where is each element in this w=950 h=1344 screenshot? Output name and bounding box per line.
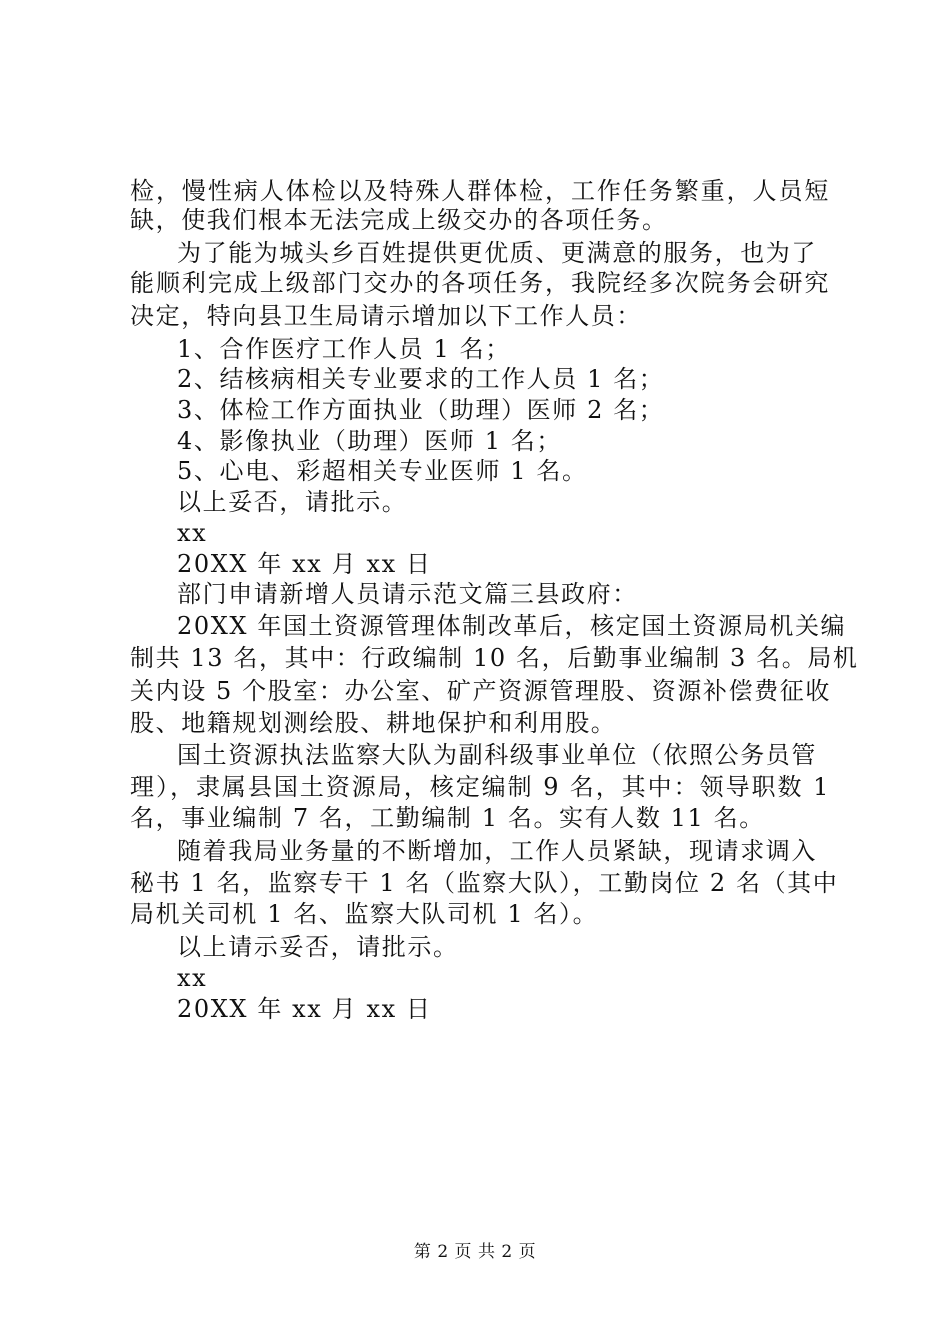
paragraph-line: 为了能为城头乡百姓提供更优质、更满意的服务，也为了 bbox=[177, 239, 817, 267]
body-line: 缺，使我们根本无法完成上级交办的各项任务。 bbox=[130, 206, 668, 234]
closing-line: 以上妥否，请批示。 bbox=[177, 488, 408, 516]
body-line: 关内设 5 个股室：办公室、矿产资源管理股、资源补偿费征收 bbox=[130, 677, 831, 705]
body-line: 决定，特向县卫生局请示增加以下工作人员： bbox=[130, 302, 642, 330]
body-line: 局机关司机 1 名、监察大队司机 1 名）。 bbox=[130, 900, 599, 928]
closing-line: 以上请示妥否，请批示。 bbox=[177, 933, 459, 961]
body-line: 名，事业编制 7 名，工勤编制 1 名。实有人数 11 名。 bbox=[130, 804, 765, 832]
signature: xx bbox=[177, 964, 208, 992]
list-item: 5、心电、彩超相关专业医师 1 名。 bbox=[177, 457, 588, 485]
date-line: 20XX 年 xx 月 xx 日 bbox=[177, 550, 432, 578]
paragraph-line: 20XX 年国土资源管理体制改革后，核定国土资源局机关编 bbox=[177, 612, 847, 640]
list-item: 3、体检工作方面执业（助理）医师 2 名； bbox=[177, 396, 665, 424]
page-number: 第 2 页 共 2 页 bbox=[413, 1242, 537, 1262]
body-line: 秘书 1 名，监察专干 1 名（监察大队），工勤岗位 2 名（其中 bbox=[130, 869, 839, 897]
list-item: 4、影像执业（助理）医师 1 名； bbox=[177, 427, 562, 455]
list-item: 1、合作医疗工作人员 1 名； bbox=[177, 335, 511, 363]
signature: xx bbox=[177, 519, 208, 547]
body-line: 能顺利完成上级部门交办的各项任务，我院经多次院务会研究 bbox=[130, 269, 830, 297]
paragraph-line: 国土资源执法监察大队为副科级事业单位（依照公务员管 bbox=[177, 741, 817, 769]
body-line: 检，慢性病人体检以及特殊人群体检，工作任务繁重，人员短 bbox=[130, 177, 830, 205]
body-line: 股、地籍规划测绘股、耕地保护和利用股。 bbox=[130, 709, 617, 737]
date-line: 20XX 年 xx 月 xx 日 bbox=[177, 995, 432, 1023]
body-line: 理），隶属县国土资源局，核定编制 9 名，其中：领导职数 1 bbox=[130, 773, 830, 801]
paragraph-line: 随着我局业务量的不断增加，工作人员紧缺，现请求调入 bbox=[177, 837, 817, 865]
body-line: 制共 13 名，其中：行政编制 10 名，后勤事业编制 3 名。局机 bbox=[130, 644, 859, 672]
section-title: 部门申请新增人员请示范文篇三县政府： bbox=[177, 580, 638, 608]
list-item: 2、结核病相关专业要求的工作人员 1 名； bbox=[177, 365, 665, 393]
